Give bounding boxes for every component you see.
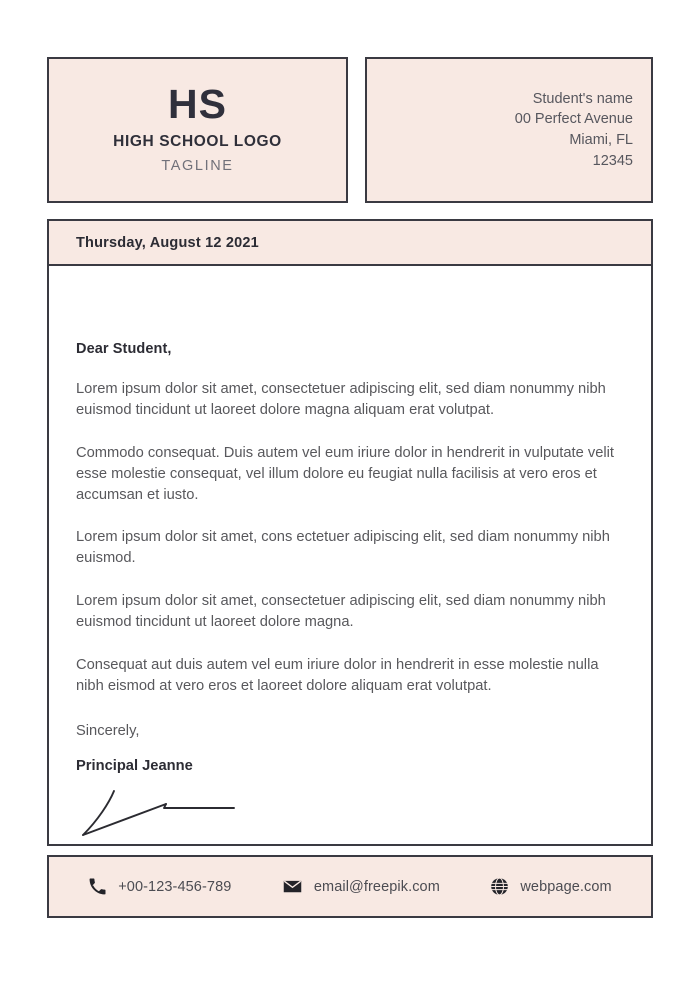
letter-paragraph: Lorem ipsum dolor sit amet, cons ectetuer adipiscing elit, sed diam nonummy nibh euismod. <box>76 529 610 567</box>
logo-school-name: HIGH SCHOOL LOGO <box>113 133 282 151</box>
recipient-line: 12345 <box>592 152 633 169</box>
closing-text: Sincerely, <box>76 722 140 739</box>
phone-icon <box>88 877 107 896</box>
envelope-icon <box>282 876 303 897</box>
globe-icon <box>490 877 509 896</box>
letter-paragraph: Lorem ipsum dolor sit amet, consectetuer adipiscing elit, sed diam nonummy nibh euismod tincidunt ut laoreet dolore magna. <box>76 593 606 630</box>
letter-paragraph: Commodo consequat. Duis autem vel eum iriure dolor in hendrerit in vulputate velit esse molestie consequat, vel illum dolore eu feugiat nulla facilisis at vero eros et accumsan et iusto. <box>76 444 614 503</box>
salutation: Dear Student, <box>76 341 172 357</box>
contact-website-text: webpage.com <box>520 878 612 895</box>
contact-email[interactable] <box>282 876 440 897</box>
logo-tagline: TAGLINE <box>161 157 234 174</box>
letter-date: Thursday, August 12 2021 <box>76 234 259 251</box>
recipient-address-box <box>365 57 653 203</box>
date-bar <box>49 221 651 266</box>
signer-name: Principal Jeanne <box>76 757 193 774</box>
letter-paragraph: Lorem ipsum dolor sit amet, consectetuer adipiscing elit, sed diam nonummy nibh euismod tincidunt ut laoreet dolore magna aliquam erat volutpat. <box>76 381 606 418</box>
handwritten-signature-icon <box>78 784 248 844</box>
letterhead-header <box>47 57 653 203</box>
letter-paragraph: Consequat aut duis autem vel eum iriure dolor in hendrerit in esse molestie nulla nibh eismod at vero eros et laoreet dolore aliquam erat volutpat. <box>76 656 599 694</box>
school-logo-box <box>47 57 348 203</box>
recipient-line: Miami, FL <box>569 132 633 148</box>
contact-website[interactable] <box>490 877 611 896</box>
recipient-line: Student's name <box>532 90 633 107</box>
contact-phone-text: +00-123-456-789 <box>118 878 232 895</box>
contact-email-text: email@freepik.com <box>313 878 440 895</box>
letter-body-box <box>47 219 653 846</box>
recipient-line: 00 Perfect Avenue <box>514 111 633 128</box>
logo-monogram: HS <box>168 80 227 127</box>
letter-content <box>49 341 651 849</box>
contact-footer <box>47 855 653 918</box>
contact-phone[interactable] <box>88 877 231 896</box>
